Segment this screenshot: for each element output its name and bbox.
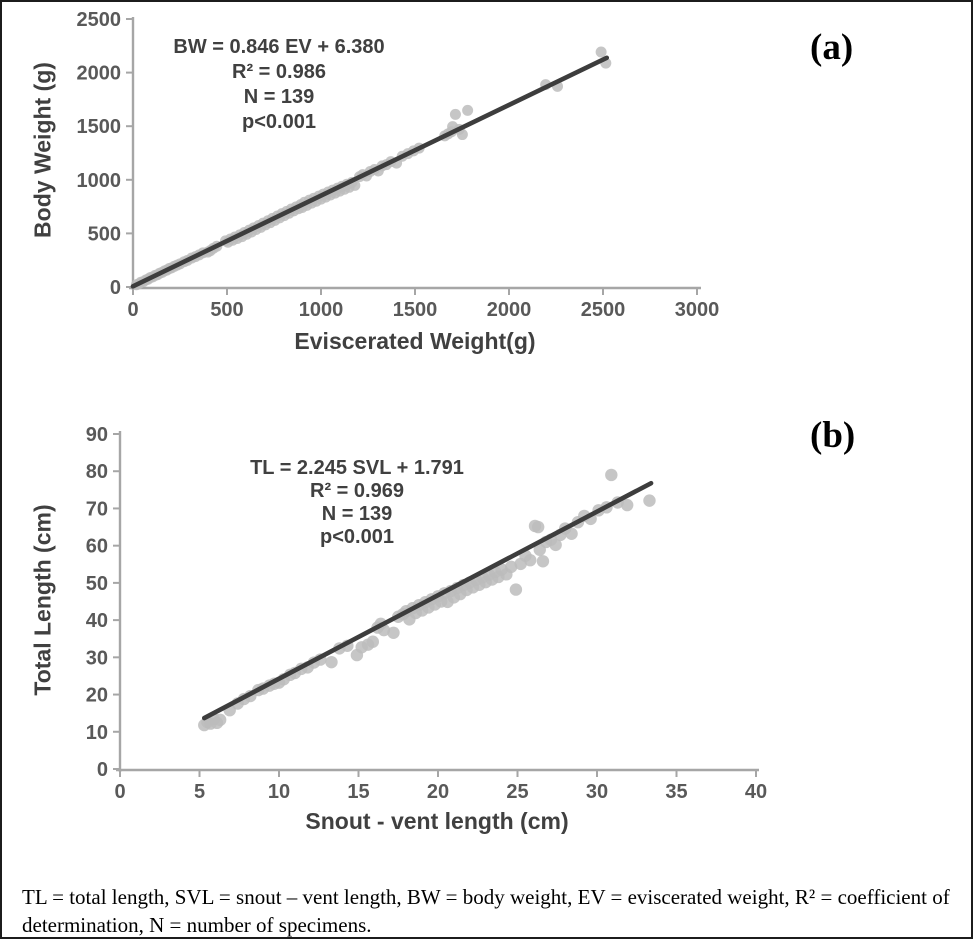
r-squared-a: R² = 0.986 [232,61,326,83]
data-point-b [532,521,544,533]
x-tick-label-b: 25 [506,781,529,803]
data-point-b [367,636,379,648]
x-tick-label-b: 20 [426,781,450,803]
x-tick-label-b: 40 [744,781,768,803]
data-point-b [643,494,655,506]
x-tick-label-b: 5 [193,781,206,803]
p-value-a: p<0.001 [242,111,316,133]
y-tick-label-b: 10 [85,721,108,744]
data-point-b [510,583,522,595]
x-tick-label-a: 3000 [674,299,720,321]
caption-line-1: TL = total length, SVL = snout – vent length, BW = body weight, EV = eviscerated weight, R² = coefficient of [22,885,950,909]
panel-label-a: (a) [810,27,854,68]
y-tick-label-b: 90 [85,424,108,446]
p-value-b: p<0.001 [320,526,394,548]
data-point-b [605,469,617,481]
sample-size-a: N = 139 [243,86,315,108]
x-tick-label-a: 500 [210,299,244,321]
data-point-b [325,656,337,668]
r-squared-b: R² = 0.969 [310,480,404,502]
data-point-a [596,47,607,58]
x-tick-label-b: 15 [347,781,370,803]
panel-label-b: (b) [810,415,856,456]
y-tick-label-a: 500 [87,223,121,246]
x-tick-label-b: 35 [665,781,688,803]
regression-stats-b [187,457,527,549]
y-tick-label-a: 1500 [76,116,121,139]
x-tick-label-a: 2000 [486,299,532,321]
y-tick-label-b: 30 [85,647,108,670]
x-axis-title-a: Eviscerated Weight(g) [294,328,536,354]
data-point-b [387,627,399,639]
x-tick-label-a: 0 [127,299,139,321]
data-point-a [450,109,461,120]
x-tick-label-a: 1000 [298,299,344,321]
y-tick-label-b: 80 [85,461,108,484]
x-tick-label-a: 2500 [580,299,626,321]
x-axis-title-b: Snout - vent length (cm) [305,808,569,834]
data-point-b [214,714,226,726]
y-tick-label-a: 2000 [76,62,121,85]
figure-caption [22,883,958,939]
x-tick-label-b: 30 [585,781,609,803]
caption-line-2: determination, N = number of specimens. [22,913,372,937]
y-tick-label-a: 1000 [76,169,121,192]
x-tick-label-a: 1500 [392,299,438,321]
y-tick-label-b: 40 [85,610,108,633]
y-tick-label-b: 70 [85,498,108,521]
sample-size-b: N = 139 [321,503,393,525]
y-tick-label-b: 0 [96,759,108,781]
equation-a: BW = 0.846 EV + 6.380 [173,36,385,58]
y-axis-title-a: Body Weight (g) [29,62,56,238]
y-tick-label-b: 60 [85,535,108,558]
y-tick-label-b: 20 [85,684,108,707]
data-point-b [621,499,633,511]
data-point-b [537,555,549,567]
data-point-b [524,554,536,566]
y-tick-label-b: 50 [85,572,108,595]
data-point-a [462,105,473,116]
x-tick-label-b: 0 [114,781,126,803]
y-tick-label-a: 2500 [76,9,121,31]
equation-b: TL = 2.245 SVL + 1.791 [250,457,464,479]
regression-stats-a [109,35,449,135]
x-tick-label-b: 10 [267,781,291,803]
y-axis-title-b: Total Length (cm) [29,504,56,696]
y-tick-label-a: 0 [109,277,121,299]
